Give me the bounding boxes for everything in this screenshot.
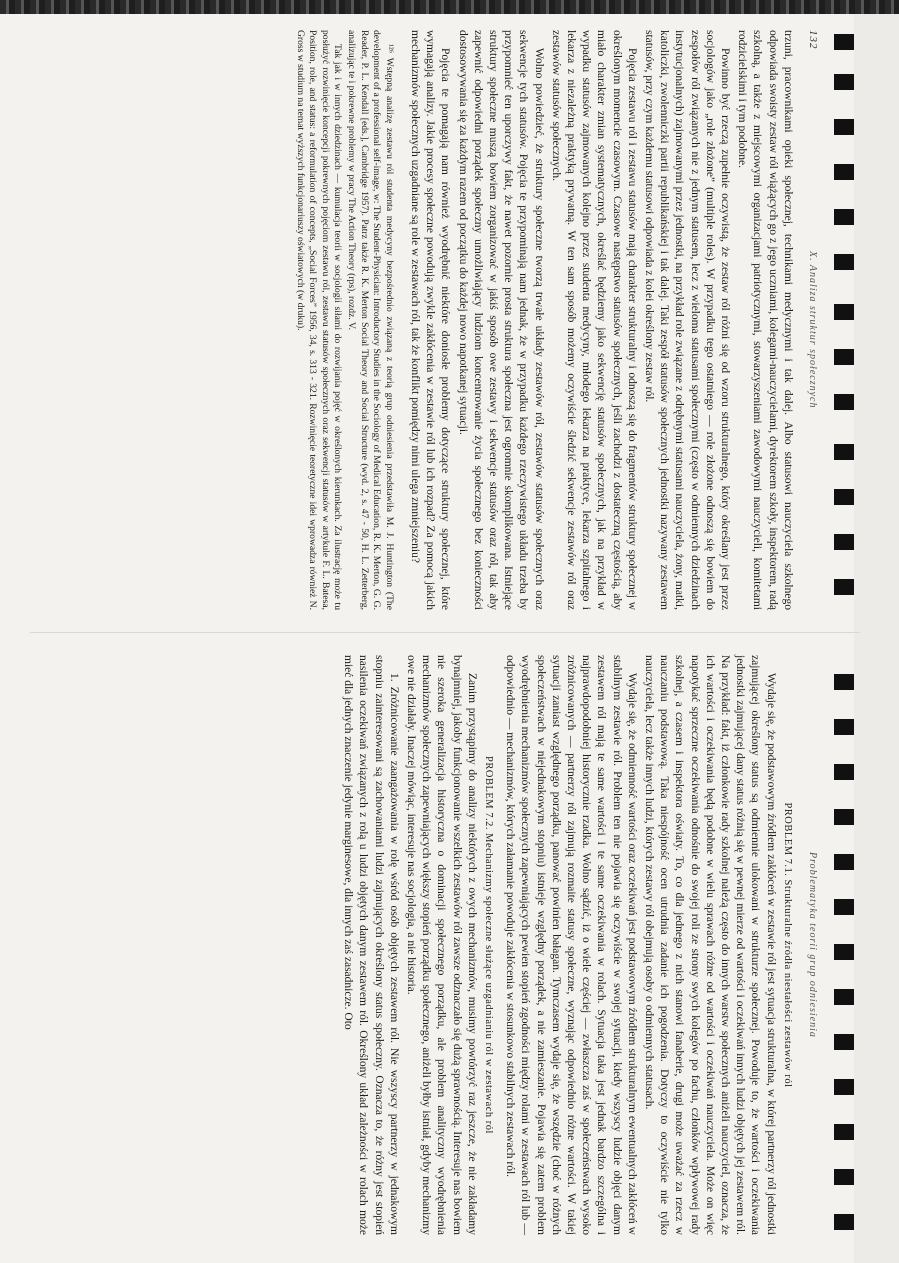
footnotes: [293, 30, 394, 610]
scanned-spread: [30, 20, 830, 1245]
paragraph: Wydaje się, że odmienność wartości oraz oczekiwań jest podstawowym źródłem strukturalnym ewentualnych zakłóceń w stabilnym zestawie ról. Problem ten nie pojawia się oczywiście w swojej sytuacji, kiedy wszyscy ludzie objęci danym zestawem ról mają te same wartości i te same oczekiwania w rolach. Sytuacja taka jest jednak bardzo szczególna i najprawdopodobniej historycznie rzadka. Wolno sądzić, iż o wiele częściej — zwłaszcza zaś w społeczeństwach wysoko zróżnicowanych — partnerzy ról zajmują rozmaite statusy społeczne, wyznając odpowiednio różne wartości. W takiej sytuacji zaniast względnego porządku, panować powinien bałagan. Tymczasem wydaje się, że wszędzie (choć w różnych społeczeństwach w niejednakowym stopniu) istnieje względny porządek, a nie zamieszanie. Pojawia się zatem problem wyodrębnienia mechanizmów społecznych zapewniających pewien stopień zgodności między rolami w zestawach ról lub — odpowiednio — mechanizmów, których załamanie powoduje zakłócenia w stosunkowo stabilnych zestawach ról.: [504, 655, 638, 1235]
paragraph: Pojęcia te pomagają nam również wyodrębnić niektóre doniosłe problemy dotyczące struktury społecznej, które wymagają analizy. Jakie procesy społeczne powodują zwykle zakłócenia w zestawie ról lub ich rozpad? Za pomocą jakich mechanizmów społecznych uzgadniane są role w zestawach ról, tak że konflikt pomiędzy nimi ulega zmniejszeniu?: [408, 30, 452, 610]
paragraph: Powinno być rzeczą zupełnie oczywistą, że zestaw ról różni się od wzoru strukturalnego, który określany jest przez socjologów jako „role złożone” (multiple roles). W przypadku tego ostatniego — role złożone odnoszą się bowiem do zespołów ról związanych nie z jednym statusem, lecz z wieloma statusami społecznymi (często w odmiennych dziedzinach instytucjonalnych) zajmowanymi przez jednostki, na przykład role związane z odrębnymi statusami nauczyciela, żony, matki, katoliczki, zwolenniczki partii republikańskiej i tak dalej. Taki zespół statusów społecznych jednostki nazywany zestawem statusów, przy czym każdemu statusowi odpowiada z kolei określony zestaw ról.: [642, 30, 731, 610]
paragraph: Pojęcia zestawu ról i zestawu statusów mają charakter strukturalny i odnoszą się do fragmentów struktury społecznej w określonym momencie czasowym. Czasowe następstwo statusów społecznych, jeśli zachodzi z dostateczną częstością, aby miało charakter zmian systematycznych, określać będziemy jako sekwencję statusów społecznych, jak na przykład w wypadku statusów zajmowanych kolejno przez studenta medycyny, młodego lekarza na praktyce, lekarza szpitalnego i lekarza z niezależną praktyką prywatną. W ten sam sposób możemy oczywiście śledzić sekwencje zestawów ról oraz zestawów statusów społecznych.: [549, 30, 638, 610]
paragraph: trzuni, pracownikami opieki społecznej, technikami medycznymi i tak dalej. Albo statusowi nauczyciela szkolnego odpowiada swoisty zestaw ról wiążących go z jego uczniami, kolegami-nauczycielami, dyrektorem szkoły, inspektorem, radą szkolną, a także z miejscowymi organizacjami patriotycznymi, stowarzyszeniami zawodowymi nauczycieli, komitetami rodzicielskimi i tym podobne.: [736, 30, 794, 610]
footnote: ¹²⁶ Wstępną analizę zestawu ról studenta medycyny bezpośrednio związaną z teorią grup odniesienia przedstawiła M. J. Huntington (The development of a professional self-image, w: The Student-Physician: Introductory Studies in the Sociology of Medical Education, R. K. Merton, G. G. Reader, P. L. Kendall [eds.], Cambridge 1957). Patrz także R. K. Merton Social Theory and Social Structure (wyd. 2, s. 47 - 50, H. L. Zetterberg, analizując te i pokrewne problemy w pracy The Action Theory (rps), rozdz. V.: [346, 30, 395, 610]
page-number: 132: [807, 30, 819, 50]
lower-page-text: [40, 655, 820, 1235]
binding-gutter: [834, 14, 854, 1263]
page-margin: [854, 14, 899, 1263]
scanner-edge-strip: [0, 0, 899, 14]
section-title: PROBLEM 7.1. Strukturalne źródła niestałości zestawów ról: [781, 802, 793, 1088]
footnote: Tak jak i w innych dziedzinach — kumulacja teorii w socjologii siłami do rozwijania pojęć w określonych kierunkach. Za ilustrację może tu posłużyć rozwinięcie koncepcji pokrewnych pojęciom zestawu ról, zestawu statusów społecznych oraz sekwencji statusów w artykule F. L. Batesa, Position, role, and status: a reformulation of concepts, „Social Forces” 1956, 34, s. 313 - 321. Rozwinięcie teoretyczne idei wprowadza również N. Gross w studium na temat wyższych funkcjonariuszy oświatowych (w druku).: [294, 30, 344, 610]
paragraph: 1. Zróżnicowanie zaangażowania w rolę wśród osób objętych zestawem ról. Nie wszyscy partnerzy w jednakowym stopniu zainteresowani są zachowaniami ludzi zajmujących określony status społeczny. Oznacza to, że różny jest stopień nasilenia oczekiwań związanych z rolą u ludzi objętych danym zestawem ról. Określony układ zależności w rolach może mieć dla jednych znaczenie jedynie marginesowe, dla innych zaś zasadnicze. Oto: [342, 655, 400, 1235]
upper-page: [30, 20, 830, 620]
running-head-title: X. Analiza struktur społecznych: [807, 251, 818, 409]
running-head: Problematyka teorii grup odniesienia: [807, 852, 818, 1038]
upper-page-text: [40, 30, 820, 610]
running-head: [805, 30, 820, 610]
page-fold: [30, 632, 860, 633]
paragraph: Wydaje się, że podstawowym źródłem zakłóceń w zestawie ról jest sytuacja strukturalna, w której partnerzy ról jednostki zajmującej określony status są odmiennie ulokowani w strukturze społecznej. Powoduje to, że wartości i oczekiwania jednostki zajmującej dany status różnią się w pewnej mierze od wartości i oczekiwań innych ludzi objętych jej zestawem ról. Na przykład: fakt, iż członkowie rady szkolnej należą często do innych warstw społecznych aniżeli nauczyciel, oznacza, że ich wartości i oczekiwania będą podobne w wielu sprawach różne od wartości i oczekiwań nauczyciela. Może on więc napotykać sprzeczne oczekiwania odnośnie do swojej roli ze strony swych kolegów po fachu, członków wpływowej rady szkolnej, a czasem i inspektora oświaty. To, co dla jednego z nich stanowi fanaberie, drugi może uważać za rzecz w nauczaniu podstawową. Taka niespójność ocen utrudnia zadanie ich pogodzenia. Dotyczy to oczywiście nie tylko nauczyciela, lecz także innych ludzi, których zestawy ról obejmują osoby o odmiennych statusach.: [642, 655, 777, 1235]
paragraph: Wolno powiedzieć, że struktury społeczne tworzą trwałe układy zestawów ról, zestawów statusów społecznych oraz sekwencje tych statusów. Pojęcia te przypominają nam jednak, że w przypadku każdego rzeczywistego układu trzeba by przypomnieć ten uporczywy fakt, że nawet pozornie prosta struktura społeczna jest ogromnie skomplikowana. Istniejące struktury społeczne muszą bowiem zorganizować w jakiś sposób owe zestawy i sekwencje statusów oraz ról, tak aby zapewnić odpowiedni porządek społeczny umożliwiający ludziom koncentrowanie życia społecznego bez konieczności dostosowywania się za każdym razem od początku do każdej nowo napotkanej sytuacji.: [456, 30, 545, 610]
lower-page: [30, 645, 830, 1245]
paragraph: Zanim przystąpimy do analizy niektórych z owych mechanizmów, musimy powtórzyć raz jeszcze, że nie zakładamy bynajmniej, jakoby funkcjonowanie wszelkich zestawów ról zawsze odznaczało się dużą sprawnością. Interesuje nas bowiem nie szeroka generalizacja historyczna o dominacji społecznego porządku, ale problem analityczny wyodrębnienia mechanizmów społecznych zapewniających większy stopień porządku społecznego, aniżeli byłby istniał, gdyby mechanizmy owe nie działały. Inaczej mówiąc, interesuje nas socjologia, a nie historia.: [404, 655, 478, 1235]
section-title: PROBLEM 7.2. Mechanizmy społeczne służące uzgadnianiu ról w zestawach ról: [482, 756, 494, 1134]
